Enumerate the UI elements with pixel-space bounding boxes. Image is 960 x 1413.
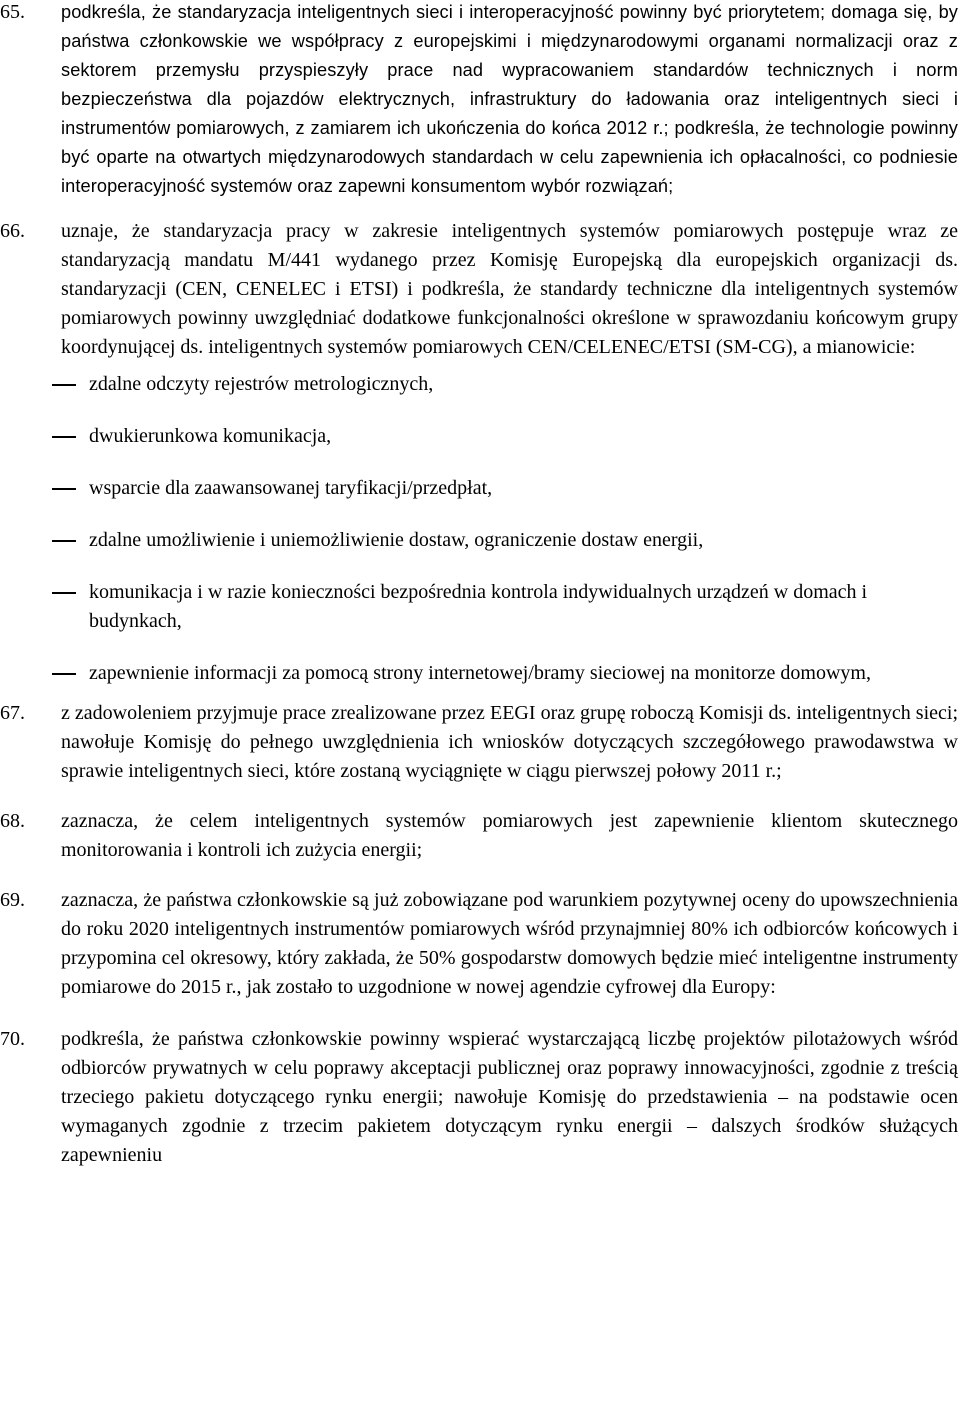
paragraph-70 — [0, 1025, 960, 1170]
paragraph-text: podkreśla, że standaryzacja inteligentnych sieci i interoperacyjność powinny być priorytetem; domaga się, by państwa członkowskie we współpracy z europejskimi i międzynarodowymi organami normalizacji oraz z sektorem przemysłu przyspieszyły prace nad wypracowaniem standardów technicznych i norm bezpieczeństwa dla pojazdów elektrycznych, infrastruktury do ładowania oraz inteligentnych sieci i instrumentów pomiarowych, z zamiarem ich ukończenia do końca 2012 r.; podkreśla, że technologie powinny być oparte na otwartych międzynarodowych standardach w celu zapewnienia ich opłacalności, co podniesie interoperacyjność systemów oraz zapewni konsumentom wybór rozwiązań; — [61, 2, 958, 196]
paragraph-68 — [0, 807, 960, 865]
list-item — [0, 474, 960, 503]
paragraph-text: uznaje, że standaryzacja pracy w zakresie inteligentnych systemów pomiarowych postępuje wraz ze standaryzacją mandatu M/441 wydanego przez Komisję Europejską dla europejskich organizacji ds. standaryzacji (CEN, CENELEC i ETSI) i podkreśla, że standardy techniczne dla inteligentnych systemów pomiarowych powinny uwzględniać dodatkowe funkcjonalności określone w sprawozdaniu końcowym grupy koordynującej ds. inteligentnych systemów pomiarowych CEN/CELENEC/ETSI (SM-CG), a mianowicie: — [61, 220, 958, 358]
dash-bullet-icon — [52, 540, 76, 542]
dash-bullet-icon — [52, 488, 76, 490]
paragraph-number: 69. — [0, 889, 25, 911]
paragraph-67 — [0, 699, 960, 786]
functionality-list — [0, 370, 960, 688]
list-item-text: zapewnienie informacji za pomocą strony internetowej/bramy sieciowej na monitorze domowym, — [89, 662, 871, 684]
list-item — [0, 526, 960, 555]
paragraph-number: 68. — [0, 810, 25, 832]
dash-bullet-icon — [52, 436, 76, 438]
list-item-text: dwukierunkowa komunikacja, — [89, 425, 332, 447]
paragraph-text: z zadowoleniem przyjmuje prace zrealizowane przez EEGI oraz grupę roboczą Komisji ds. inteligentnych sieci; nawołuje Komisję do pełnego uwzględnienia ich wniosków dotyczących szczegółowego prawodawstwa w sprawie inteligentnych sieci, które zostaną wyciągnięte w ciągu pierwszej połowy 2011 r.; — [61, 702, 958, 782]
paragraph-number: 67. — [0, 702, 25, 724]
list-item-text: zdalne umożliwienie i uniemożliwienie dostaw, ograniczenie dostaw energii, — [89, 529, 704, 551]
dash-bullet-icon — [52, 592, 76, 594]
list-item-text: zdalne odczyty rejestrów metrologicznych, — [89, 373, 434, 395]
dash-bullet-icon — [52, 384, 76, 386]
paragraph-number: 66. — [0, 220, 25, 242]
dash-bullet-icon — [52, 673, 76, 675]
list-item-text: wsparcie dla zaawansowanej taryfikacji/przedpłat, — [89, 477, 493, 499]
paragraph-text: podkreśla, że państwa członkowskie powinny wspierać wystarczającą liczbę projektów pilotażowych wśród odbiorców prywatnych w celu poprawy akceptacji publicznej oraz poprawy innowacyjności, zgodnie z treścią trzeciego pakietu dotyczącego rynku energii; nawołuje Komisję do przedstawienia – na podstawie ocen wymaganych zgodnie z trzecim pakietem dotyczącym rynku energii – dalszych środków służących zapewnieniu — [61, 1028, 958, 1166]
list-item — [0, 370, 960, 399]
paragraph-text: zaznacza, że celem inteligentnych systemów pomiarowych jest zapewnienie klientom skutecznego monitorowania i kontroli ich zużycia energii; — [61, 810, 958, 861]
list-item — [0, 422, 960, 451]
paragraph-number: 70. — [0, 1028, 25, 1050]
paragraph-number: 65. — [0, 1, 25, 23]
list-item — [0, 578, 960, 636]
paragraph-69 — [0, 886, 960, 1002]
paragraph-65 — [0, 0, 960, 201]
list-item-text: komunikacja i w razie konieczności bezpośrednia kontrola indywidualnych urządzeń w domach i budynkach, — [89, 581, 868, 632]
paragraph-text: zaznacza, że państwa członkowskie są już zobowiązane pod warunkiem pozytywnej oceny do upowszechnienia do roku 2020 inteligentnych instrumentów pomiarowych wśród przynajmniej 80% ich odbiorców końcowych i przypomina cel okresowy, który zakłada, że 50% gospodarstw domowych będzie mieć inteligentne instrumenty pomiarowe do 2015 r., jak zostało to uzgodnione w nowej agendzie cyfrowej dla Europy: — [61, 889, 958, 998]
paragraph-66 — [0, 217, 960, 362]
list-item — [0, 659, 960, 688]
